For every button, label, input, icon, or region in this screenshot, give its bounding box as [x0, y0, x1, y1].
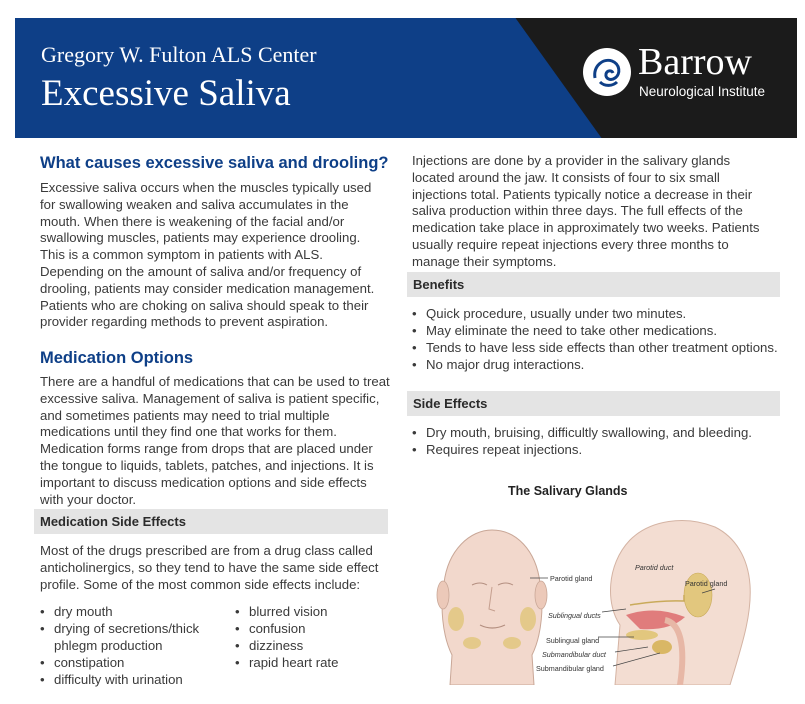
list-item: • Quick procedure, usually under two minutes. — [412, 305, 782, 322]
list-item: • Requires repeat injections. — [412, 441, 782, 458]
list-item: • blurred vision — [235, 603, 385, 620]
list-item: • difficulty with urination — [40, 671, 220, 688]
list-item: • constipation — [40, 654, 220, 671]
label-parotid-duct: Parotid duct — [635, 563, 674, 572]
page-title: Excessive Saliva — [41, 73, 291, 114]
section-bar-side-effects: Side Effects — [407, 391, 780, 416]
paragraph-causes: Excessive saliva occurs when the muscles typically used for swallowing weaken and saliva accumulates in the mouth. When there is weakening of the facial and/or swallowing muscles, patients may experience drooling. This is a common symptom in patients with ALS. Depending on the amount of saliva and/or frequency of drooling, patients may consider medication management. Patients who are choking on saliva should speak to their provider regarding methods to prevent aspiration. — [40, 180, 375, 330]
list-item: • Tends to have less side effects than other treatment options. — [412, 339, 782, 356]
list-item: • Dry mouth, bruising, difficultly swallowing, and bleeding. — [412, 424, 782, 441]
paragraph-medication-options: There are a handful of medications that can be used to treat excessive saliva. Management of saliva is patient specific, and sometimes patients may need to trial multiple medications until they find one that works for them. Medication forms range from drops that are placed under the tongue to liquids, tablets, patches, and injections. It is important to discuss medication options and side effects with your doctor. — [40, 374, 390, 507]
label-submandibular-gland: Submandibular gland — [536, 664, 604, 673]
paragraph-injections: Injections are done by a provider in the salivary glands located around the jaw. It consists of four to six small injections total. Patients typically notice a decrease in their saliva production within three days. The full effects of the medication take place in approximately two weeks. Patients usually require repeat injections every three months to manage their symptoms. — [412, 153, 760, 269]
center-name: Gregory W. Fulton ALS Center — [41, 42, 317, 67]
list-item: • confusion — [235, 620, 385, 637]
side-effects-list-a — [40, 603, 220, 688]
paragraph-side-effects-intro: Most of the drugs prescribed are from a drug class called anticholinergics, so they tend to have the same side effect profile. Some of the most common side effects include: — [40, 543, 379, 592]
heading-what-causes: What causes excessive saliva and drooling? — [40, 154, 389, 172]
front-face-illustration — [437, 530, 547, 685]
side-profile-illustration — [611, 521, 751, 685]
heading-medication-options: Medication Options — [40, 349, 194, 367]
list-item: • rapid heart rate — [235, 654, 385, 671]
logo-subtitle: Neurological Institute — [639, 84, 766, 99]
figure-title: The Salivary Glands — [508, 484, 628, 498]
section-bar-medication-side-effects: Medication Side Effects — [34, 509, 388, 534]
section-bar-benefits: Benefits — [407, 272, 780, 297]
list-item: • May eliminate the need to take other medications. — [412, 322, 782, 339]
list-item: • dizziness — [235, 637, 385, 654]
benefits-list — [412, 305, 782, 373]
label-sublingual-ducts: Sublingual ducts — [548, 611, 601, 620]
logo-name: Barrow — [638, 41, 752, 83]
label-submandibular-duct: Submandibular duct — [542, 650, 606, 659]
list-item: • drying of secretions/thick phlegm production — [40, 620, 220, 654]
side-effects-list-b — [235, 603, 385, 671]
label-parotid-gland-left: Parotid gland — [550, 574, 593, 583]
label-sublingual-gland: Sublingual gland — [546, 636, 600, 645]
label-parotid-gland-right: Parotid gland — [685, 579, 728, 588]
list-item: • dry mouth — [40, 603, 220, 620]
salivary-glands-illustration — [430, 505, 775, 685]
header-banner — [15, 18, 797, 138]
side-effects-list — [412, 424, 782, 458]
barrow-logo-icon — [583, 48, 631, 96]
list-item: • No major drug interactions. — [412, 356, 782, 373]
